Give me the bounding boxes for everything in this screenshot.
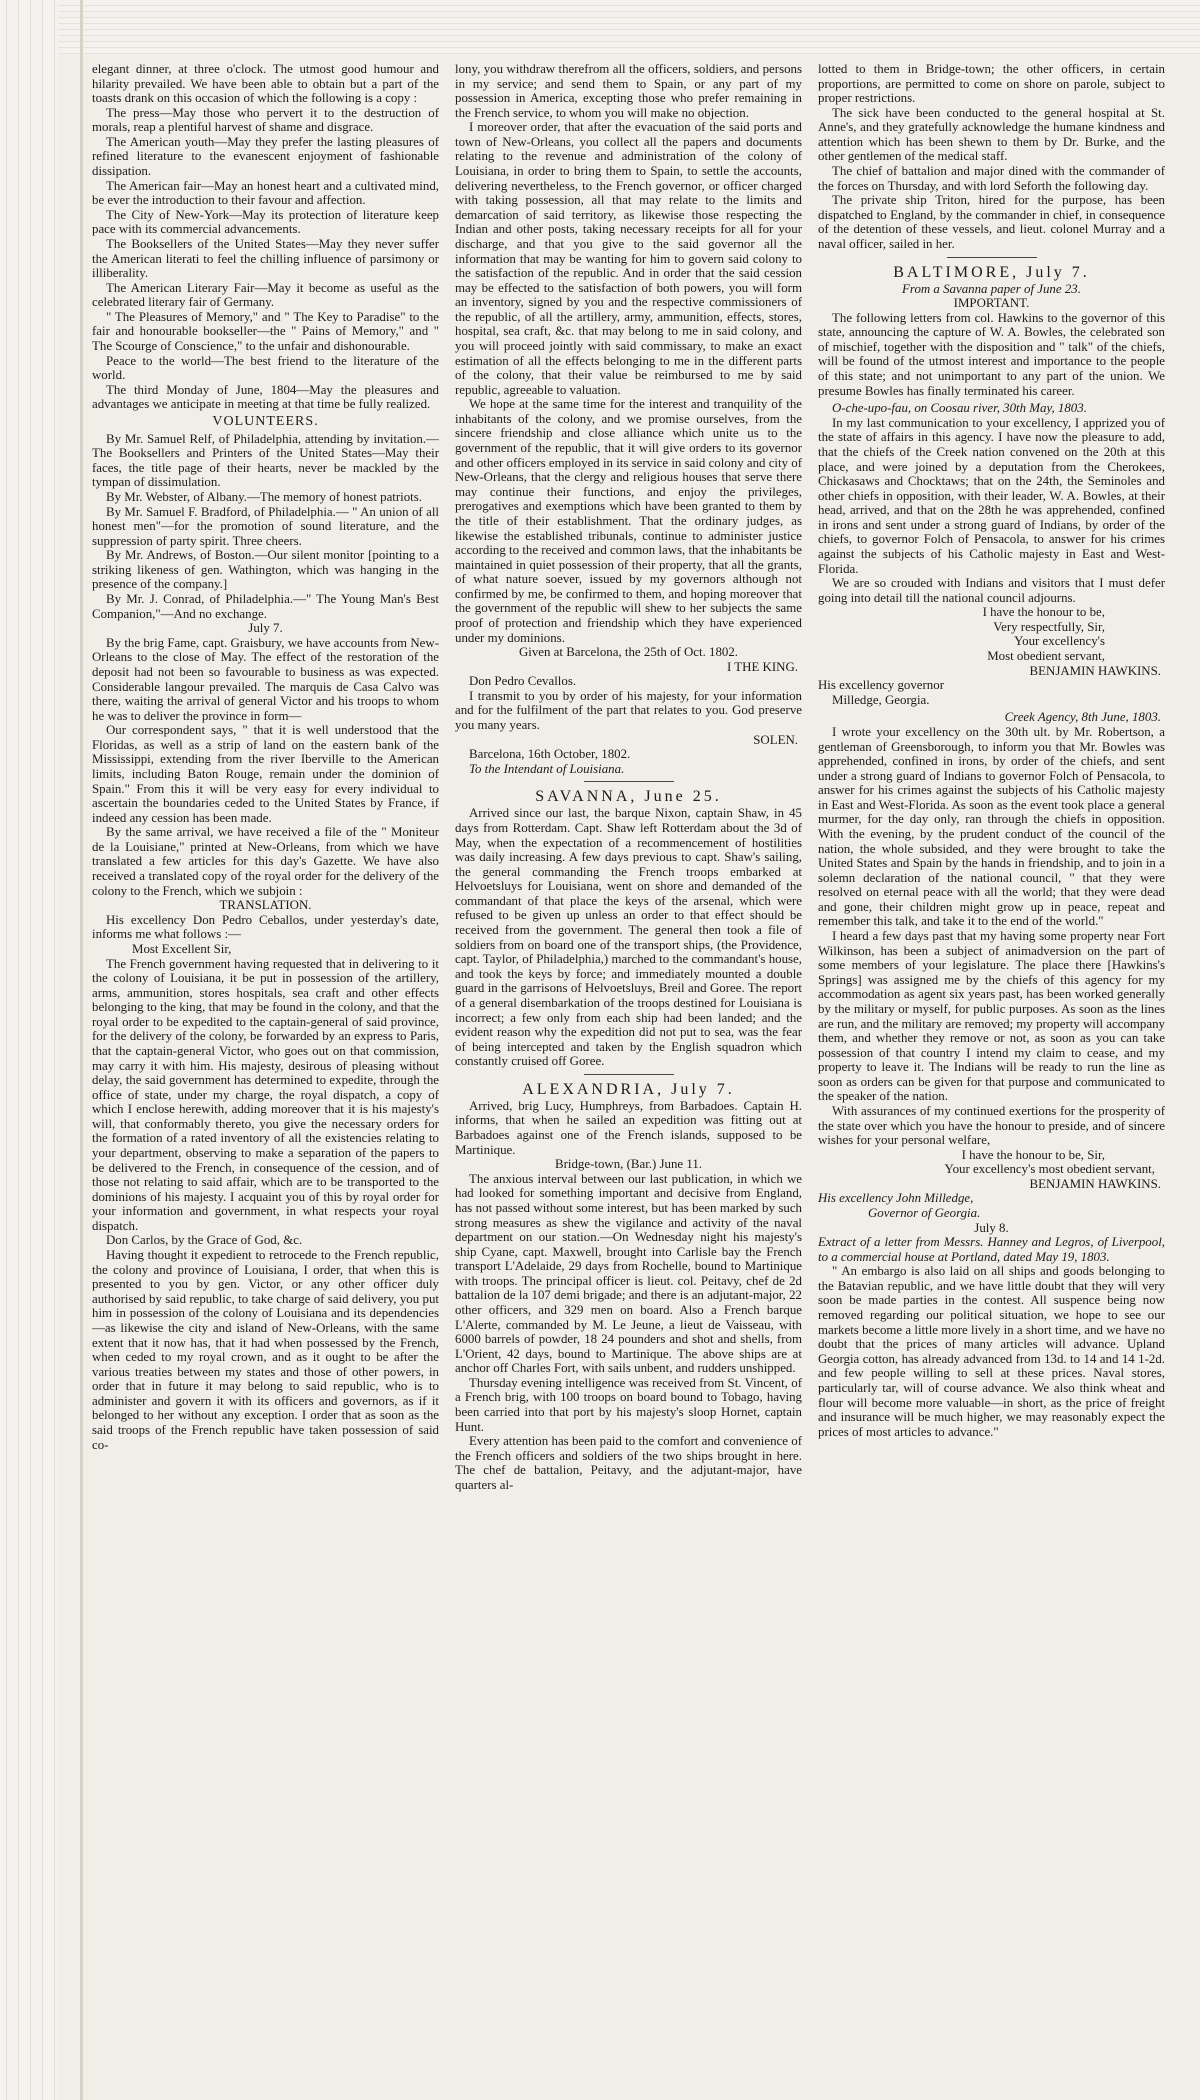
toast: The third Monday of June, 1804—May the pleasures and advantages we anticipate in meeting at that time be fully realized. xyxy=(92,382,439,412)
paragraph: " An embargo is also laid on all ships and goods belonging to the Batavian republic, and we have little doubt that they will very soon be made parties in the contest. All suspence being now removed regarding our political situation, we hope to see our markets become a little more lively in a short time, and we have no doubt that the prices of many articles will advance. Upland Georgia cotton, has already advanced from 13d. to 14 and 14 1-2d. and few people willing to sell at these prices. Naval stores, particularly tar, will of course advance. We also think wheat and flour will become more valuable—in short, as the price of freight and insurance will be much higher, we may reasonably expect the prices of most articles to advance." xyxy=(818,1264,1165,1439)
paragraph: The following letters from col. Hawkins to the governor of this state, announcing the capture of W. A. Bowles, the celebrated son of mischief, together with the disposition and " talk" of the chiefs, will be found of the utmost interest and importance to the people of this state; and not unimportant to any part of the union. We presume Bowles has finally terminated his career. xyxy=(818,310,1165,398)
closing: Very respectfully, Sir, xyxy=(993,619,1105,634)
signature: I THE KING. xyxy=(726,659,798,674)
signature: BENJAMIN HAWKINS. xyxy=(1029,663,1161,678)
signature: BENJAMIN HAWKINS. xyxy=(1029,1176,1161,1191)
paragraph: lotted to them in Bridge-town; the other officers, in certain proportions, are permitted to come on shore on parole, subject to proper restrictions. xyxy=(818,62,1165,106)
salutation: Most Excellent Sir, xyxy=(132,941,232,956)
paragraph: We are so crouded with Indians and visitors that I must defer going into detail till the national council adjourns. xyxy=(818,576,1165,605)
toast: " The Pleasures of Memory," and " The Key to Paradise" to the fair and honourable bookseller—the " Pains of Memory," and " The Scourge of Conscience," to the unfair and dishonourable. xyxy=(92,309,439,353)
paragraph: Every attention has been paid to the comfort and convenience of the French officers and soldiers of the two ships brought in here. The chef de battalion, Peitavy, and the adjutant-major, have quarters al- xyxy=(455,1434,802,1492)
paragraph: The French government having requested that in delivering to it the colony of Louisiana, it be put in possession of the artillery, arms, ammunition, stores hospitals, sea craft and other effects belonging to the king, that may be found in the colony, and that the royal order to be expedited to the captain-general of said province, for the delivery of the colony, be forwarded by an express to Paris, that the captain-general Victor, who goes out on that commission, may carry it with him. His majesty, desirous of pleasing without delay, the said government has determined to expedite, through the office of state, under my charge, the royal dispatch, a copy of which I enclose herewith, adding moreover that it is his majesty's will, that conformably thereto, you give the necessary orders for the formation of a rated inventory of all the existencies relating to your department, observing to make a separation of the papers to be delivered to the French, in consequence of the cession, and of those not relating to said affair, which are to be transported to the dominions of his majesty. I acquaint you of this by royal order for your information and government, in what respects your royal dispatch. xyxy=(92,956,439,1233)
closing: Your excellency's xyxy=(1014,634,1105,649)
addressee: To the Intendant of Louisiana. xyxy=(469,761,625,776)
toast: The American Literary Fair—May it become as useful as the celebrated literary fair of Germany. xyxy=(92,280,439,310)
dateline: July 8. xyxy=(974,1220,1009,1235)
dateline: O-che-upo-fau, on Coosau river, 30th May, 1803. xyxy=(832,401,1087,416)
paragraph: We hope at the same time for the interest and tranquility of the inhabitants of the colony, and we promise ourselves, from the sincere friendship and close alliance which unite us to the government of the republic, that it will give orders to its governor and other officers employed in its service in said colony and city of New-Orleans, that the clergy and religious houses that serve there may continue their functions, and enjoy the privileges, prerogatives and exemptions which have been granted to them by the title of their establishment. That the ordinary judges, as likewise the established tribunals, continue to administer justice according to the received and common laws, that the inhabitants be maintained in quiet possession of their property, that all the grants, of what nature soever, issued by my governors although not confirmed by me, be confirmed to them, and hoping moreover that the government of the republic will shew to her subjects the same proof of protection and friendship which they have experienced under my dominions. xyxy=(455,397,802,645)
paragraph: I moreover order, that after the evacuation of the said ports and town of New-Orleans, you collect all the papers and documents relating to the revenue and administration of the colony of Louisiana, in order to bring them to Spain, to settle the accounts, delivering nevertheless, to the French governor, or officer charged with taking possession, all that may relate to the limits and demarcation of said territory, as likewise those respecting the Indian and other posts, taking necessary receipts for all for your discharge, and that you give to the said governor all the information that may be wanting for him to govern said colony to the satisfaction of the republic. And in order that the said cession may be effected to the satisfaction of both powers, you will form an inventory, signed by you and the respective commissioners of the republic, of all the artillery, army, ammunition, effects, stores, hospital, sea craft, &c. that may belong to me in said colony, and you will proceed jointly with said commissary, to make an exact estimation of all the effects belonging to me in the different parts of the colony, that their value be reimbursed to me by said republic, agreeable to valuation. xyxy=(455,120,802,397)
divider xyxy=(947,257,1037,258)
paragraph: lony, you withdraw therefrom all the officers, soldiers, and persons in my service; and send them to Spain, or any part of my possession in America, excepting those who prefer remaining in the French service, to whom you will make no objection. xyxy=(455,62,802,120)
addressee: Milledge, Georgia. xyxy=(832,692,930,707)
newspaper-columns xyxy=(92,62,1176,2082)
toast: By Mr. J. Conrad, of Philadelphia.—" The Young Man's Best Companion,"—And no exchange. xyxy=(92,592,439,621)
paragraph: Don Carlos, by the Grace of God, &c. xyxy=(106,1233,303,1248)
toast: Peace to the world—The best friend to the literature of the world. xyxy=(92,353,439,383)
paragraph: The sick have been conducted to the general hospital at St. Anne's, and they gratefully acknowledge the humane kindness and attention which has been shewn to them by Dr. Burke, and the other gentlemen of the medical staff. xyxy=(818,105,1165,164)
dateline: Bridge-town, (Bar.) June 11. xyxy=(554,1157,703,1172)
paragraph: Our correspondent says, " that it is well understood that the Floridas, as well as a strip of land on the eastern bank of the Mississippi, extending from the river Iberville to the American limits, including Baton Rouge, remain under the dominion of Spain." From this it will be very easy for every individual to ascertain the boundaries ceded to the United States by France, if indeed any cession has been made. xyxy=(92,723,439,825)
page-edge-top xyxy=(58,0,1200,55)
signature: SOLEN. xyxy=(753,732,798,747)
dateline: Barcelona, 16th October, 1802. xyxy=(469,747,631,762)
toast: The American fair—May an honest heart and a cultivated mind, be ever the introduction to their favour and affection. xyxy=(92,178,439,208)
section-heading-volunteers: VOLUNTEERS. xyxy=(212,413,319,429)
column-2 xyxy=(455,62,802,2082)
paragraph: By the brig Fame, capt. Graisbury, we have accounts from New-Orleans to the close of May. The effect of the restoration of the deposit had not been so favourable to business as was expected. Considerable langour prevailed. The marquis de Casa Calvo was there, waiting the arrival of general Victor and his troops to whom he was to deliver the province in form— xyxy=(92,635,439,723)
column-3 xyxy=(818,62,1165,2082)
toast: The American youth—May they prefer the lasting pleasures of refined literature to the evanescent enjoyment of fashionable dissipation. xyxy=(92,134,439,179)
addressee: His excellency John Milledge, xyxy=(818,1191,974,1206)
paragraph: I transmit to you by order of his majesty, for your information and for the fulfilment of the part that relates to you. God preserve you many years. xyxy=(455,688,802,733)
toast: By Mr. Samuel Relf, of Philadelphia, attending by invitation.—The Booksellers and Printers of the United States—May their faces, the title page of their hearts, never be mackled by the tympan of dissimulation. xyxy=(92,431,439,490)
paragraph: By the same arrival, we have received a file of the " Moniteur de la Louisiane," printed at New-Orleans, from which we have translated a few articles for this day's Gazette. We have also received a translated copy of the royal order for the delivery of the colony to the French, which we subjoin : xyxy=(92,825,439,898)
paragraph: I heard a few days past that my having some property near Fort Wilkinson, has been a subject of animadversion on the part of some members of your legislature. The place there [Hawkins's Springs] was assigned me by the chiefs of this agency for my accommodation as agent six years past, has been worked generally by the military or myself, for public purposes. As soon as the lines are run, and the military are removed; my property will accompany them, and whether they remove or not, as soon as you can take possession of that country I intend my claim to cease, and my property to leave it. The Indians will be ready to run the line as soon as orders can be given for that purpose and communicated to the speaker of the nation. xyxy=(818,929,1165,1104)
section-heading-alexandria: ALEXANDRIA, July 7. xyxy=(522,1080,735,1098)
dateline: Creek Agency, 8th June, 1803. xyxy=(1004,710,1161,725)
closing: Most obedient servant, xyxy=(987,649,1105,664)
paragraph: Arrived since our last, the barque Nixon, captain Shaw, in 45 days from Rotterdam. Capt. Shaw left Rotterdam about the 3d of May, when the expectation of a recommencement of hostilities was daily increasing. A few days previous to capt. Shaw's sailing, the general commanding the French troops embarked at Helvoetsluys for Louisiana, went on shore and demanded of the commandant of that place the keys of the arsenal, which were refused to be given up unless an order to that effect should be received from the government. The general then took a file of soldiers from on board one of the transport ships, (the Providence, capt. Taylor, of Philadelphia,) marched to the commandant's house, and took the keys by force; and immediately mounted a double guard in the garrisons of Helvoetsluys, Breil and Goree. The report of a general disembarkation of the troops destined for Louisiana is incorrect; a few only from each ship had been landed; and the evident reason why the expedition did not put to sea, was the fear of being intercepted and taken by the English squadron which constantly cruised off Goree. xyxy=(455,806,802,1069)
addressee: His excellency governor xyxy=(818,678,944,693)
column-1 xyxy=(92,62,439,2082)
paragraph: The chief of battalion and major dined with the commander of the forces on Thursday, and with lord Seforth the following day. xyxy=(818,164,1165,193)
toast: The Booksellers of the United States—May they never suffer the American literati to feel the chilling influence of parsimony or illiberality. xyxy=(92,236,439,281)
paragraph: Having thought it expedient to retrocede to the French republic, the colony and province of Louisiana, I order, that when this is presented to you by gen. Victor, or any other officer duly authorised by said republic, to take charge of said delivery, you put him in possession of the colony of Louisiana and its dependencies—as likewise the city and island of New-Orleans, with the same extent that it now has, that it had when possessed by the French, when ceded to my royal crown, and as it ought to be after the various treaties between my states and those of other powers, in order that in future it may belong to said republic, who is to administer and govern it with its officers and governors, as if it belonged to her without any exception. I order that as soon as the said troops of the French republic have taken possession of said co- xyxy=(92,1248,439,1452)
page-fold xyxy=(80,0,83,2100)
closing: I have the honour to be, xyxy=(982,605,1105,620)
paragraph: elegant dinner, at three o'clock. The utmost good humour and hilarity prevailed. We have been able to obtain but a part of the toasts drank on this occasion of which the following is a copy : xyxy=(92,62,439,106)
toast: By Mr. Samuel F. Bradford, of Philadelphia.— " An union of all honest men"—for the promotion of sound literature, and the suppression of party spirit. Three cheers. xyxy=(92,504,439,548)
divider xyxy=(584,1074,674,1075)
divider xyxy=(584,781,674,782)
section-heading-baltimore: BALTIMORE, July 7. xyxy=(893,263,1090,281)
section-heading-savanna: SAVANNA, June 25. xyxy=(535,788,722,806)
paragraph: The private ship Triton, hired for the purpose, has been dispatched to England, by the commander in chief, in consequence of the detention of these vessels, and lieut. colonel Murray and a naval officer, sailed in her. xyxy=(818,193,1165,251)
dateline: July 7. xyxy=(248,621,283,636)
toast: The press—May those who pervert it to the destruction of morals, reap a plentiful harvest of shame and disgrace. xyxy=(92,105,439,135)
paragraph: Thursday evening intelligence was received from St. Vincent, of a French brig, with 100 troops on board bound to Tobago, having been carried into that port by his majesty's sloop Hornet, captain Hunt. xyxy=(455,1375,802,1434)
paragraph: With assurances of my continued exertions for the prosperity of the state over which you have the honour to preside, and of sincere wishes for your personal welfare, xyxy=(818,1103,1165,1148)
subheading-important: IMPORTANT. xyxy=(953,296,1030,311)
paragraph: His excellency Don Pedro Ceballos, under yesterday's date, informs me what follows :— xyxy=(92,912,439,942)
section-heading-translation: TRANSLATION. xyxy=(219,898,312,913)
paragraph: I wrote your excellency on the 30th ult. by Mr. Robertson, a gentleman of Greensborough, to inform you that Mr. Bowles was apprehended, confined in irons, by order of the chiefs, and sent under a strong guard of Indians to governor Folch of Pensacola, to answer for his crimes against the subjects of his Catholic majesty in East and West-Florida. As soon as the event took place a general murmer, for the day only, ran through the chiefs in opposition. With the evening, by the prudent conduct of the council of the nation, the whole subsided, and they were brought to take the United States and Spain by the hands in friendship, and to join in a solemn declaration of the national council, " that they were resolved on eternal peace with all the world; that they were dead and gone, their children might grow up in peace, repeat and remember this talk, and take it to the end of the world." xyxy=(818,724,1165,929)
subheading: From a Savanna paper of June 23. xyxy=(902,281,1081,296)
toast: By Mr. Webster, of Albany.—The memory of honest patriots. xyxy=(106,490,423,504)
signature: Don Pedro Cevallos. xyxy=(469,674,577,689)
page-edge-left xyxy=(0,0,58,2100)
addressee: Governor of Georgia. xyxy=(868,1206,981,1221)
paragraph: Arrived, brig Lucy, Humphreys, from Barbadoes. Captain H. informs, that when he sailed an expedition was fitting out at Barbadoes against one of the French islands, supposed to be Martinique. xyxy=(455,1098,802,1157)
closing: Your excellency's most obedient servant, xyxy=(944,1162,1155,1177)
paragraph: The anxious interval between our last publication, in which we had looked for something important and decisive from England, has not passed without some interest, but has been marked by such strong measures as shew the vigilance and activity of the naval department on our station.—On Wednesday night his majesty's ship Cyane, capt. Maxwell, brought into Carlisle bay the French transport L'Adelaide, 29 days from Rochelle, bound to Martinique with troops. The principal officer is lieut. col. Peitavy, chef de 2d battalion de la 107 demi brigade; and there is an adjutant-major, 22 other officers, and 329 men on board. Also a French barque L'Alerte, commanded by M. Le Jeune, a lieut de Vaisseau, with 6000 barrels of powder, 18 24 pounders and shot and shells, from L'Orient, 42 days, bound to Martinique. The above ships are at anchor off Charles Fort, with sails unbent, and rudders unshipped. xyxy=(455,1171,802,1376)
closing: I have the honour to be, Sir, xyxy=(961,1147,1105,1162)
toast: By Mr. Andrews, of Boston.—Our silent monitor [pointing to a striking likeness of gen. Wathington, which was hanging in the presence of the company.] xyxy=(92,548,439,592)
toast: The City of New-York—May its protection of literature keep pace with its commercial advancements. xyxy=(92,207,439,237)
given-line: Given at Barcelona, the 25th of Oct. 1802. xyxy=(518,645,739,660)
extract-heading: Extract of a letter from Messrs. Hanney and Legros, of Liverpool, to a commercial house at Portland, dated May 19, 1803. xyxy=(818,1235,1165,1264)
paragraph: In my last communication to your excellency, I apprized you of the state of affairs in this agency. I have now the pleasure to add, that the chiefs of the Creek nation convened on the 20th at this place, and were joined by a deputation from the Cherokees, Chickasaws and Chocktaws; that on the 24th, the Seminoles and other chiefs in opposition, with their leader, W. A. Bowles, at their head, arrived, and that on the 28th he was apprehended, confined in irons and sent under a strong guard of Indians, by order of the chiefs, to governor Folch of Pensacola, to answer for his crimes against the subjects of his Catholic majesty in East and West-Florida. xyxy=(818,415,1165,576)
